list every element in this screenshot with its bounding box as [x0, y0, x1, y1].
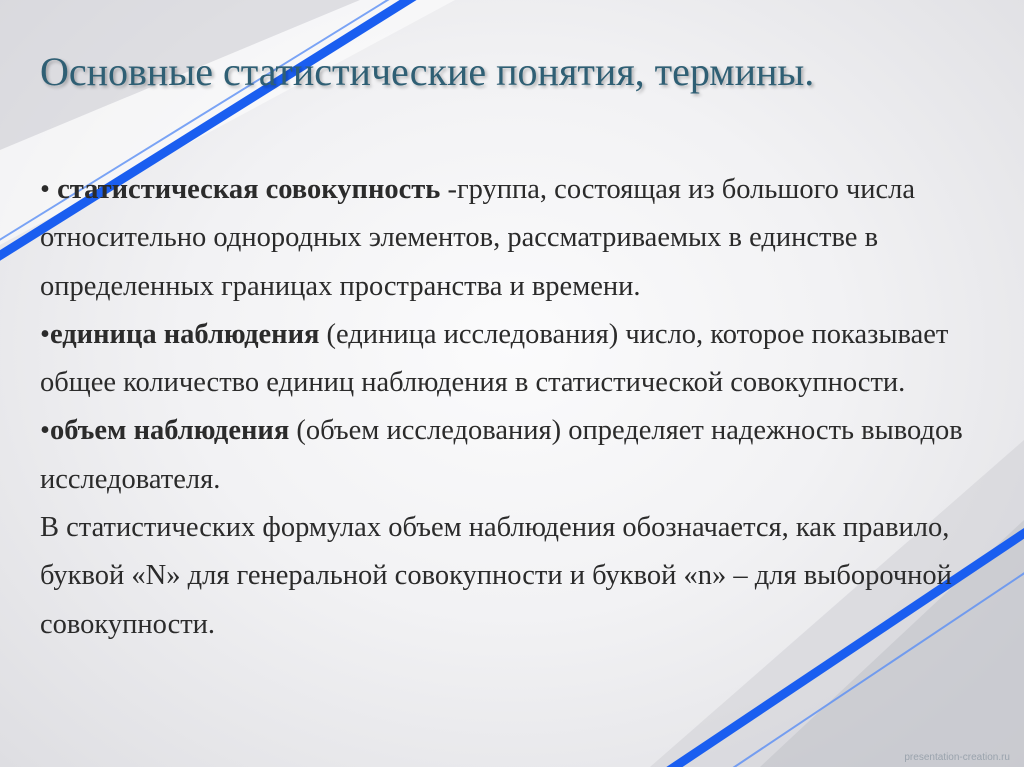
- definition-term: объем наблюдения: [49, 415, 290, 447]
- definition-text: (объем исследования) определяет надежность выводов исследователя.: [40, 415, 963, 495]
- definition-item: [40, 407, 1000, 504]
- bullet-icon: •: [40, 174, 50, 205]
- definition-item: [40, 311, 1000, 408]
- watermark: presentation-creation.ru: [904, 752, 1010, 763]
- bullet-icon: •: [40, 415, 50, 447]
- note-paragraph: В статистических формулах объем наблюдения обозначается, как правило, буквой «N» для генеральной совокупности и буквой «n» – для выборочной совокупности.: [40, 512, 952, 640]
- bullet-icon: •: [40, 318, 50, 350]
- slide-title: Основные статистические понятия, термины.: [40, 49, 815, 94]
- definition-item: [40, 166, 1000, 311]
- definition-text: (единица исследования) число, которое показывает общее количество единиц наблюдения в статистической совокупности.: [40, 318, 949, 399]
- definition-term: единица наблюдения: [49, 318, 320, 350]
- slide-content: [40, 166, 1000, 649]
- definition-term: статистическая совокупность: [57, 174, 441, 205]
- definition-text: -группа, состоящая из большого числа относительно однородных элементов, рассматриваемых в единстве в определенных границах пространства и времени.: [40, 174, 916, 302]
